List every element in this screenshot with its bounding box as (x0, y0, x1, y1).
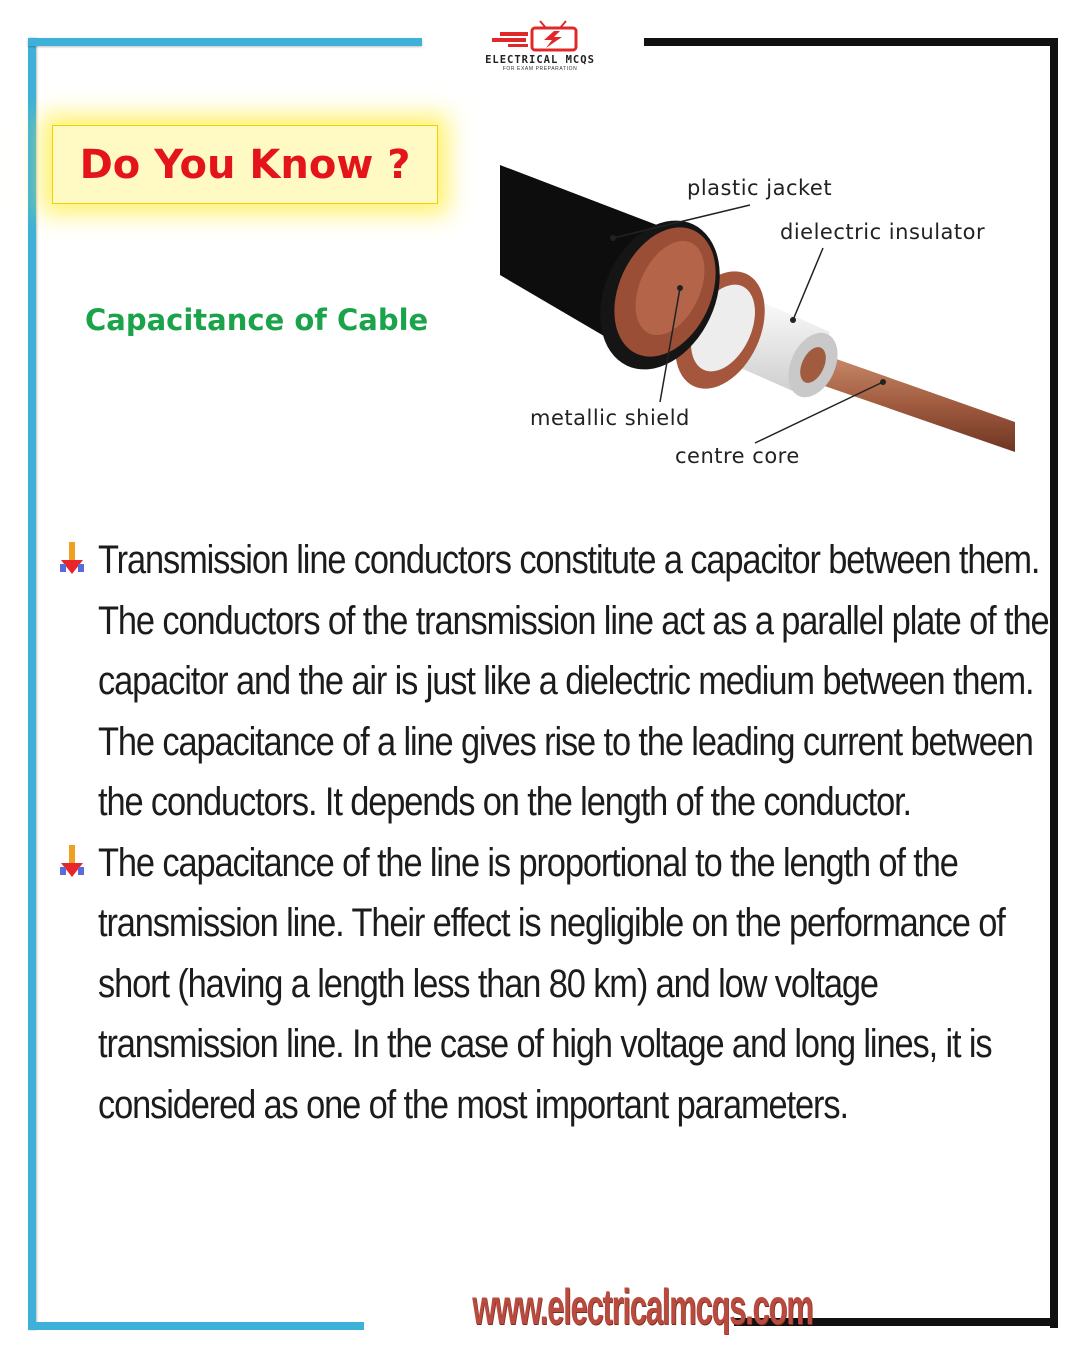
cable-illustration (495, 160, 1020, 480)
logo-subtitle: FOR EXAM PREPARATION (502, 66, 578, 72)
logo-title: ELECTRICAL MCQS (485, 54, 595, 66)
bullet-item (58, 530, 1049, 833)
frame-left-border (28, 38, 36, 1330)
do-you-know-callout (52, 125, 438, 204)
label-centre-core: centre core (675, 444, 800, 468)
coaxial-cable-diagram (495, 160, 1020, 480)
frame-top-right-border (644, 38, 1058, 46)
label-dielectric-insulator: dielectric insulator (780, 220, 986, 244)
label-metallic-shield: metallic shield (530, 406, 690, 430)
article-body (58, 530, 1049, 1135)
brand-logo (440, 20, 640, 80)
label-plastic-jacket: plastic jacket (687, 176, 833, 200)
centre-core (813, 355, 1015, 452)
down-arrow-bullet-icon (58, 540, 86, 578)
down-arrow-bullet-icon (58, 843, 86, 881)
topic-title: Capacitance of Cable (85, 303, 429, 337)
bullet-text: Transmission line conductors constitute a capacitor between them. The conductors of the transmission line act as a parallel plate of the capacitor and the air is just like a dielectric medium between them. The capacitance of a line gives rise to the leading current between the conductors. It depends on the length of the conductor. (98, 538, 1049, 824)
callout-text: Do You Know ? (79, 141, 411, 188)
frame-bottom-left-border (28, 1322, 364, 1330)
frame-top-left-border (28, 38, 422, 46)
website-link[interactable]: www.electricalmcqs.com (472, 1279, 813, 1335)
bullet-item (58, 833, 1018, 1136)
footer-website-url[interactable] (368, 1278, 813, 1348)
bullet-text: The capacitance of the line is proportional to the length of the transmission line. Their effect is negligible on the performance of short (having a length less than 80 km) and low voltage transmission line. In the case of high voltage and long lines, it is considered as one of the most important parameters. (98, 840, 1005, 1127)
tv-lightning-logo-icon (480, 20, 600, 52)
